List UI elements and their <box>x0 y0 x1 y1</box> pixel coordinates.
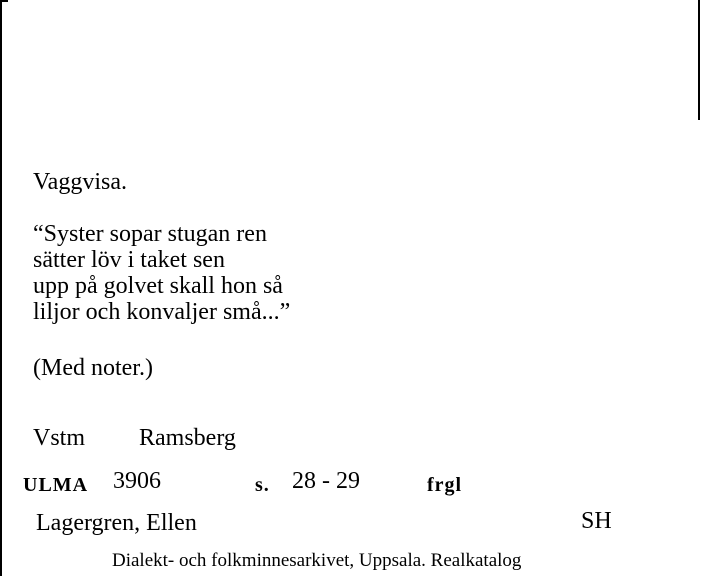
province-code: Vstm <box>33 425 86 451</box>
card-title: Vaggvisa. <box>33 169 127 195</box>
recorder-name: Lagergren, Ellen <box>36 510 197 536</box>
verse-line-2: sätter löv i taket sen <box>33 247 225 273</box>
verse-line-3: upp på golvet skall hon så <box>33 273 283 299</box>
parish-name: Ramsberg <box>139 425 236 451</box>
card-top-tick <box>0 0 8 2</box>
note-text: (Med noter.) <box>33 355 153 381</box>
category-tag: frgl <box>427 474 463 496</box>
verse-line-1: “Syster sopar stugan ren <box>33 221 267 247</box>
archive-code: ULMA <box>23 474 89 496</box>
record-number: 3906 <box>113 468 161 494</box>
initials: SH <box>581 508 612 534</box>
card-right-edge <box>698 0 700 120</box>
archive-footer: Dialekt- och folkminnesarkivet, Uppsala. Realkatalog <box>112 550 522 571</box>
page-label: s. <box>255 474 270 496</box>
verse-line-4: liljor och konvaljer små...” <box>33 299 291 325</box>
page-range: 28 - 29 <box>292 468 360 494</box>
card-left-edge <box>0 0 2 576</box>
